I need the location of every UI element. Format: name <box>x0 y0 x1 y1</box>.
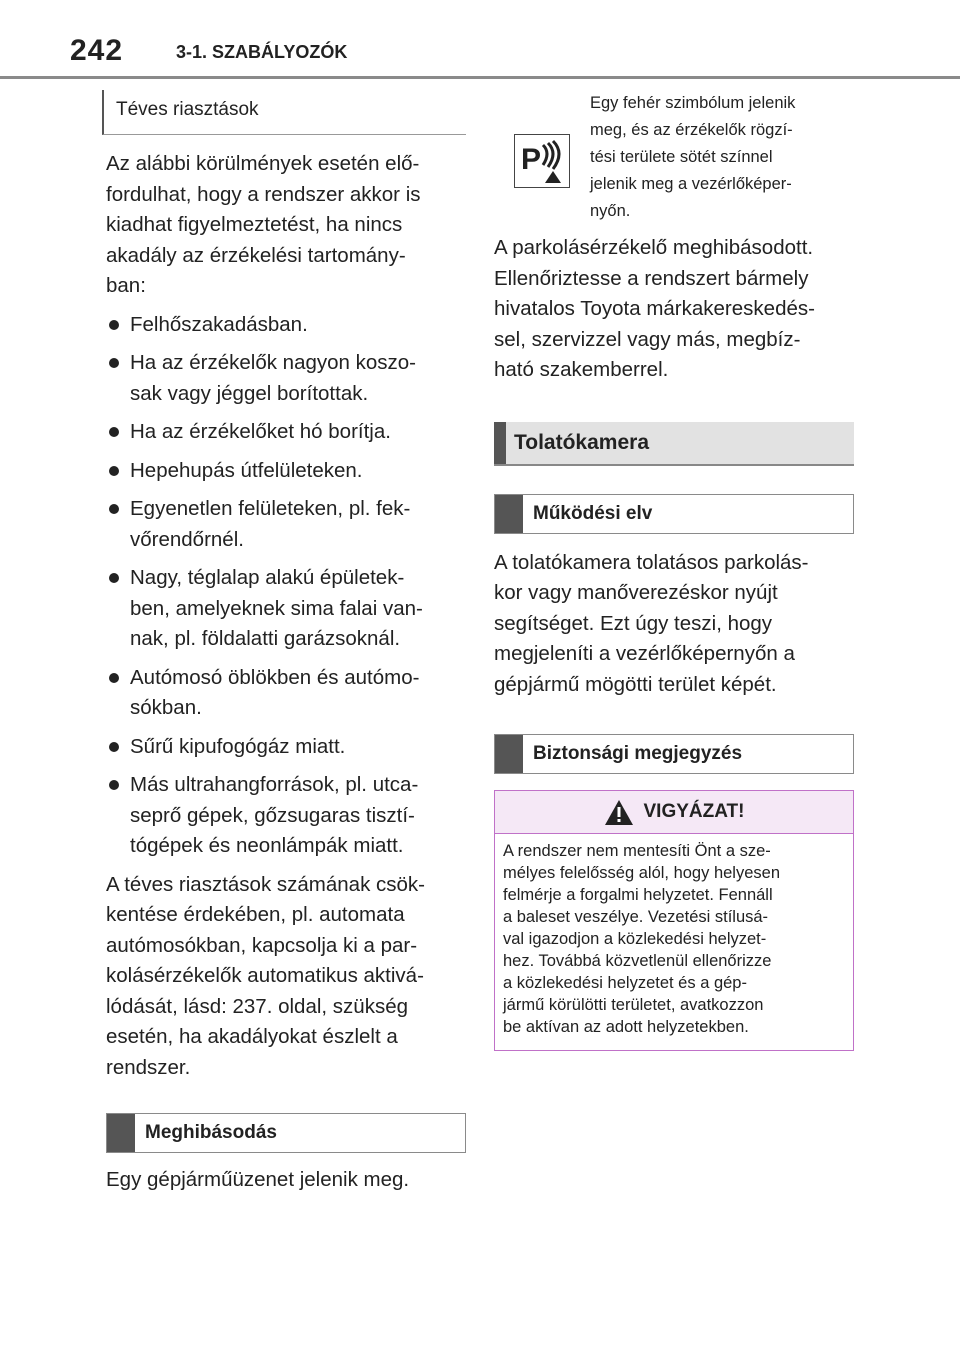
chapter-title: 3-1. SZABÁLYOZÓK <box>176 42 348 62</box>
list-item: Egyenetlen felületeken, pl. fek- vőrendőrnél. <box>106 494 466 555</box>
warning-icon <box>604 799 634 826</box>
subhead-false-alarms: Téves riasztások <box>102 90 466 135</box>
caution-body: A rendszer nem mentesíti Önt a sze- mélyes felelősség alól, hogy helyesen felmérje a forgalmi helyzetet. Fennáll a baleset veszélye. Vezetési stílusá- val igazodjon a közlekedési helyzet- hez. Továbbá közvetlenül ellenőrizze a közlekedési helyzetet és a gép- jármű körülötti területet, avatkozzon be aktívan az adott helyzetekben. <box>503 842 780 1036</box>
caution-box <box>494 790 854 1051</box>
page-header <box>0 0 960 78</box>
header-rule <box>0 76 960 79</box>
intro-line: fordulhat, hogy a rendszer akkor is <box>106 182 421 206</box>
caution-title-bar <box>495 791 853 834</box>
principle-paragraph: A tolatókamera tolatásos parkolás- kor vagy manőverezéskor nyújt segítséget. Ezt úgy teszi, hogy megjeleníti a vezérlőképernyőn a gépjármű mögötti terület képét. <box>494 550 809 696</box>
page-number: 242 <box>70 34 124 67</box>
section-bar <box>494 422 506 464</box>
malfunction-text: Egy gépjárműüzenet jelenik meg. <box>106 1168 410 1191</box>
subhead-safety <box>494 734 854 774</box>
section-title: Tolatókamera <box>514 430 649 454</box>
symbol-row <box>494 90 854 225</box>
subhead-malfunction <box>106 1113 466 1153</box>
subhead-text: Biztonsági megjegyzés <box>533 743 743 764</box>
list-item: Felhőszakadásban. <box>106 310 466 341</box>
left-column <box>106 90 466 1196</box>
intro-paragraph <box>106 149 466 302</box>
intro-line: kiadhat figyelmeztetést, ha nincs <box>106 213 403 236</box>
subhead-text: Meghibásodás <box>145 1122 277 1143</box>
subhead-principle <box>494 494 854 534</box>
intro-line: Az alábbi körülmények esetén elő- <box>106 152 420 175</box>
subhead-bar <box>495 735 523 773</box>
right-column <box>494 90 854 1051</box>
list-item: Nagy, téglalap alakú épületek- ben, amelyeknek sima falai van- nak, pl. földalatti garázsoknál. <box>106 563 466 655</box>
list-item: Autómosó öblökben és autómo- sókban. <box>106 663 466 724</box>
svg-text:P: P <box>521 143 542 176</box>
intro-line: ban: <box>106 274 146 297</box>
note-paragraph: A téves riasztások számának csök- kentése érdekében, pl. automata autómosókban, kapcsolja ki a par- kolásérzékelők automatikus aktivá- lódását, lásd: 237. oldal, szükség esetén, ha akadályokat észlelt a rendszer. <box>106 872 426 1079</box>
list-item: Ha az érzékelőket hó borítja. <box>106 417 466 448</box>
fault-paragraph: A parkolásérzékelő meghibásodott. Ellenőriztesse a rendszert bármely hivatalos Toyota márkakereskedés- sel, szervizzel vagy más, megbíz- ható szakemberrel. <box>494 236 815 381</box>
list-item: Más ultrahangforrások, pl. utca- seprő gépek, gőzsugaras tisztí- tógépek és neonlámpák miatt. <box>106 770 466 862</box>
caution-title: VIGYÁZAT! <box>643 801 745 822</box>
section-rear-camera <box>494 422 854 466</box>
subhead-text: Működési elv <box>533 502 653 524</box>
subhead-bar <box>495 495 523 533</box>
list-item: Hepehupás útfelületeken. <box>106 456 466 487</box>
intro-line: akadály az érzékelési tartomány- <box>106 243 406 267</box>
condition-list <box>106 310 466 862</box>
symbol-description: Egy fehér szimbólum jelenik meg, és az érzékelők rögzí- tési területe sötét színnel jelenik meg a vezérlőképer- nyőn. <box>590 94 796 220</box>
parking-sensor-icon <box>514 134 570 188</box>
subhead-bar <box>107 1114 135 1152</box>
list-item: Sűrű kipufogógáz miatt. <box>106 732 466 763</box>
list-item: Ha az érzékelők nagyon koszo- sak vagy jéggel borítottak. <box>106 348 466 409</box>
